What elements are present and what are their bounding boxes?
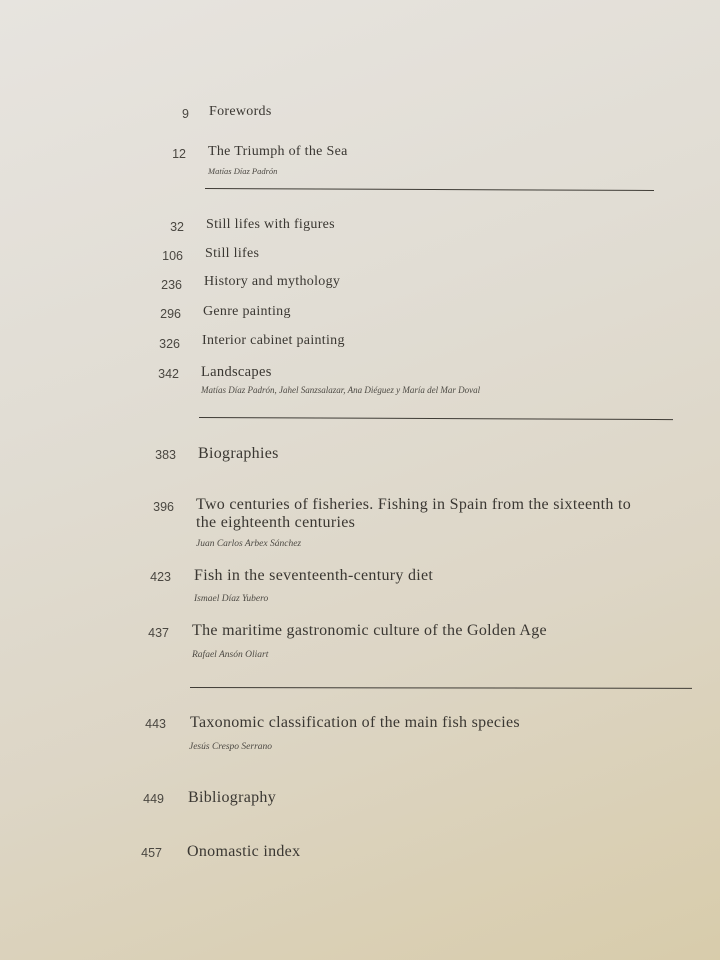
toc-page-number: 296: [160, 307, 181, 321]
toc-title: Still lifes: [205, 246, 260, 261]
toc-page-number: 326: [159, 337, 180, 351]
section-divider: [190, 687, 692, 689]
toc-title: Biographies: [198, 445, 279, 462]
toc-title: Taxonomic classification of the main fish species: [190, 714, 520, 731]
toc-page-number: 437: [148, 626, 169, 640]
toc-title: Still lifes with figures: [206, 217, 335, 232]
toc-title: Forewords: [209, 104, 272, 119]
toc-title: The maritime gastronomic culture of the Golden Age: [192, 622, 547, 639]
toc-page-number: 449: [143, 792, 164, 806]
toc-page-number: 9: [182, 107, 189, 121]
toc-page-number: 342: [158, 367, 179, 381]
toc-author: Jesús Crespo Serrano: [189, 742, 273, 752]
toc-page-number: 396: [153, 500, 174, 514]
toc-author: Matías Díaz Padrón: [208, 166, 278, 176]
toc-page-number: 12: [172, 147, 186, 161]
toc-author: Rafael Ansón Oliart: [192, 650, 269, 660]
toc-title: Landscapes: [201, 364, 272, 380]
toc-page-number: 423: [150, 570, 171, 584]
toc-page-number: 236: [161, 278, 182, 292]
toc-page-number: 106: [162, 249, 183, 263]
toc-page-number: 32: [170, 220, 184, 234]
toc-title: The Triumph of the Sea: [208, 144, 348, 159]
section-divider: [205, 188, 654, 191]
toc-page-number: 457: [141, 846, 162, 860]
toc-page-number: 383: [155, 448, 176, 462]
section-divider: [199, 417, 673, 420]
toc-title: History and mythology: [204, 274, 341, 289]
toc-title: Two centuries of fisheries. Fishing in Spain from the sixteenth to the eighteenth centuries: [196, 496, 632, 531]
toc-author: Ismael Díaz Yubero: [194, 594, 269, 604]
toc-title: Bibliography: [188, 789, 277, 806]
toc-title: Fish in the seventeenth-century diet: [194, 567, 434, 584]
toc-title: Onomastic index: [187, 843, 301, 860]
toc-page-number: 443: [145, 717, 166, 731]
toc-author: Matías Díaz Padrón, Jahel Sanzsalazar, Ana Diéguez y María del Mar Doval: [201, 385, 481, 395]
toc-author: Juan Carlos Arbex Sánchez: [196, 539, 302, 549]
toc-title: Genre painting: [203, 304, 291, 319]
toc-title: Interior cabinet painting: [202, 333, 345, 348]
